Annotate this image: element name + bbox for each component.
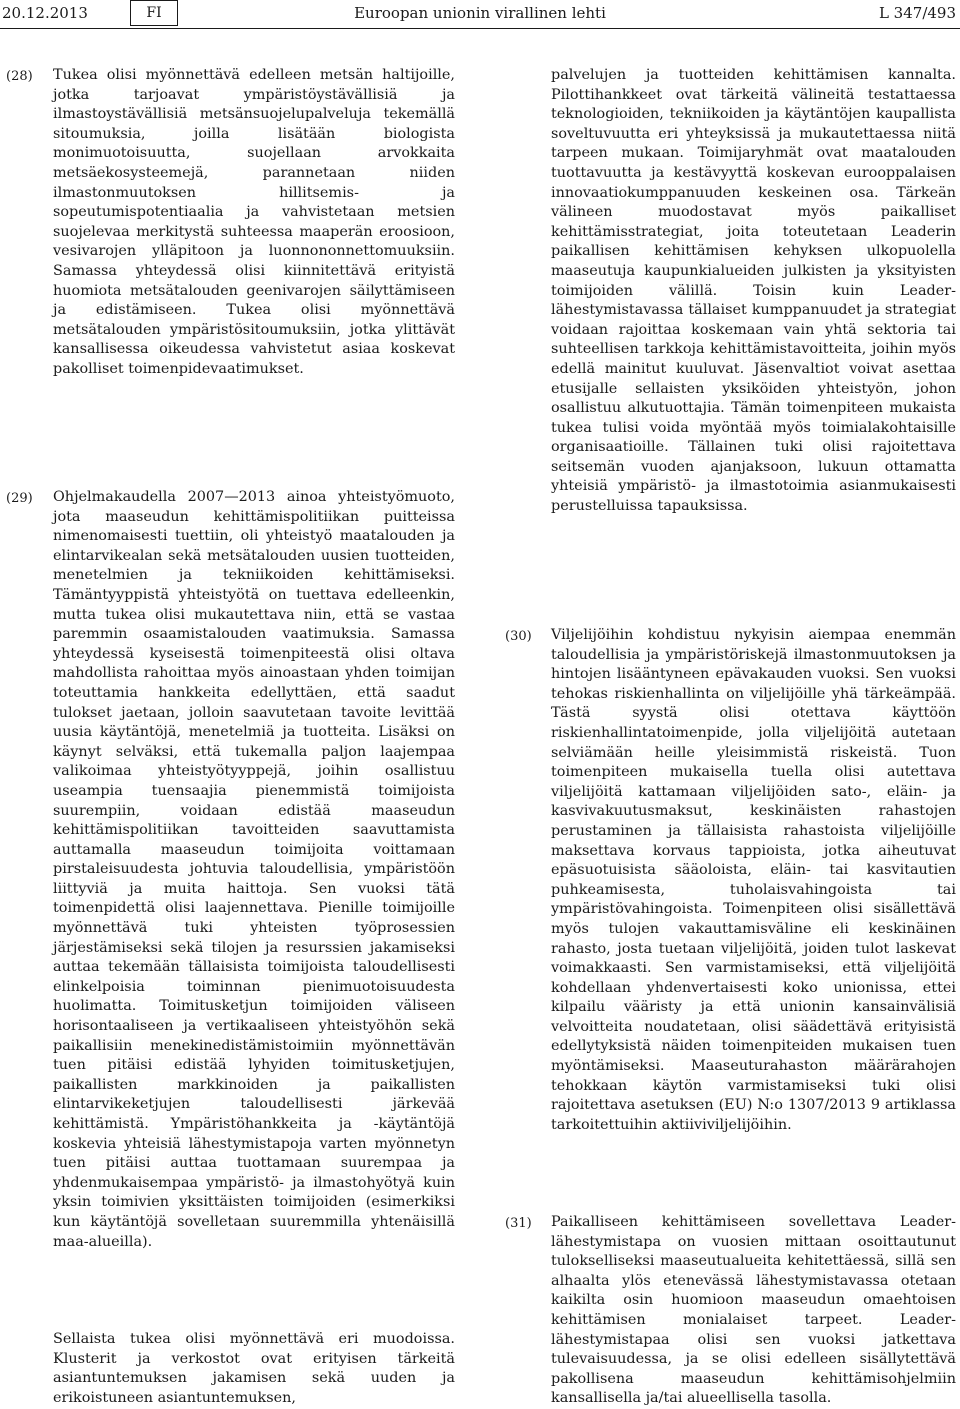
- paragraph-number-29: (29): [6, 491, 33, 506]
- paragraph-29-right-text: palvelujen ja tuotteiden kehittämisen kannalta. Pilottihankkeet ovat tärkeitä välineitä testattaessa teknologioiden, tekniikoiden ja käytäntöjen kaupallista soveltuvuutta eri yhteyksissä ja mukautettaessa niitä tarpeen mukaan. Toimijaryhmät ovat maatalouden tuottavuutta ja kestävyyttä koskevan eurooppalaisen innovaatiokumppanuuden keskeinen osa. Tärkeän välineen muodostavat myös paikalliset kehittämisstrategiat, joita toteutetaan Leaderin paikallisen kehittämisen kehyksen ulkopuolella maaseutuja kaupunkialueiden julkisten ja yksityisten toimijoiden välillä. Toisin kuin Leader-lähestymistavassa tällaiset kumppanuudet ja strategiat voidaan rajoittaa koskemaan vain yhtä sektoria tai suhteellisen tarkkoja kehittämistavoitteita, joihin myös edellä mainitut kuuluvat. Jäsenvaltiot voivat asettaa etusijalle sellaisten yksiköiden yhteistyön, johon osallistuu alkutuottajia. Tämän toimenpiteen mukaista tukea tulisi voida myöntää myös toimialakohtaisille organisaatioille. Tällainen tuki olisi rajoitettava seitsemän vuoden ajanjaksoon, lukuun ottamatta yhteisiä ympäristö- ja ilmastotoimia asianmukaisesti perustelluissa tapauksissa.: [551, 67, 956, 515]
- page-header: [0, 0, 960, 29]
- paragraph-number-28: (28): [6, 69, 33, 84]
- paragraph-29-continuation: Sellaista tukea olisi myönnettävä eri muodoissa. Klusterit ja verkostot ovat erityisen tärkeitä asiantuntemuksen jakamisen sekä uuden ja erikoistuneen asiantuntemuksen,: [53, 1331, 455, 1406]
- language-badge: FI: [130, 0, 178, 26]
- paragraph-29-text: Ohjelmakaudella 2007—2013 ainoa yhteistyömuoto, jota maaseudun kehittämispolitiikan puitteissa nimenomaisesti tuettiin, oli yhteistyö maatalouden ja elintarvikealan sekä metsätalouden uusien tuotteiden, menetelmien ja tekniikoiden kehittämiseksi. Tämäntyyppistä yhteistyötä on tuettava edelleenkin, mutta tukea olisi mukautettava niin, että se vastaa paremmin osaamistalouden vaatimuksia. Samassa yhteydessä kyseisestä toimenpiteestä olisi oltava mahdollista rahoittaa myös ainoastaan yhden toimijan toteuttamia hankkeita edellyttäen, että saadut tulokset jaetaan, jolloin saavutetaan tavoite levittää uusia käytäntöjä, menetelmiä ja tuotteita. Lisäksi on käynyt selväksi, että tukemalla paljon laajempaa valikoimaa yhteistyötyyppejä, joihin osallistuu useampia tuensaajia pienemmistä toimijoista suurempiin, voidaan edistää maaseudun kehittämispolitiikan tavoitteiden saavuttamista auttamalla maaseudun toimijoita voittamaan pirstaleisuudesta johtuvia taloudellisia, ympäristöön liittyviä ja muita haittoja. Sen vuoksi tätä toimenpidettä olisi laajennettava. Pienille toimijoille myönnettävä tuki yhteisten työprosessien järjestämiseksi sekä tilojen ja resurssien jakamiseksi auttaa tekemään tällaisista toimijoista taloudellisesti elinkelpoisia toiminnan pienimuotoisuudesta huolimatta. Toimitusketjun toimijoiden väliseen horisontaaliseen ja vertikaaliseen yhteistyöhön sekä paikallisiin menekinedistämistoimiin myönnettävän tuen pitäisi edistää lyhyiden toimitusketjujen, paikallisten markkinoiden ja paikallisten elintarvikeketjujen taloudellisesti järkevää kehittämistä. Ympäristöhankkeita ja -käytäntöjä koskevia yhteisiä lähestymistapoja varten myönnetyn tuen pitäisi auttaa tuottamaan suurempaa ja yhdenmukaisempaa ympäristö- ja ilmastohyötyä kuin yksin toimivien yksittäisten toimijoiden (esimerkiksi kun käytäntöjä sovelletaan suuremmilla yhtenäisillä maa-alueilla).: [53, 489, 455, 1250]
- page-reference: L 347/493: [878, 4, 956, 22]
- publication-date: 20.12.2013: [2, 4, 88, 22]
- paragraph-number-31: (31): [505, 1216, 532, 1231]
- paragraph-30-text: Viljelijöihin kohdistuu nykyisin aiempaa enemmän taloudellisia ja ympäristöriskejä ilmastonmuutoksen ja hintojen lisääntyneen epävakauden vuoksi. Sen vuoksi tehokas riskienhallinta on viljelijöille yhä tärkeämpää. Tästä syystä olisi otettava käyttöön riskienhallintatoimenpide, jolla viljelijöitä autetaan selviämään heille yleisimmistä riskeistä. Tuon toimenpiteen mukaisella tuella olisi autettava viljelijöitä kattamaan viljelijöiden sato-, eläin- ja kasvivakuutusmaksut, keskinäisten rahastojen perustaminen ja tällaisista rahastoista viljelijöille maksettava korvaus tappioista, jotka aiheutuvat epäsuotuisista sääoloista, eläin- tai kasvitautien puhkeamisesta, tuholaisvahingoista tai ympäristövahingoista. Toimenpiteen olisi sisällettävä myös tulojen vakauttamisväline eli keskinäinen rahasto, josta tuetaan viljelijöitä, joiden tulot laskevat voimakkaasti. Sen varmistamiseksi, että viljelijöitä kohdellaan yhdenvertaisesti koko unionissa, ettei kilpailu vääristy ja että unionin kansainvälisiä velvoitteita noudatetaan, olisi säädettävä erityisistä edellytyksistä näiden toimenpiteiden mukaisen tuen myöntämiseksi. Maaseuturahaston määrärahojen tehokkaan käytön varmistamiseksi tuki olisi rajoitettava asetuksen (EU) N:o 1307/2013 9 artiklassa tarkoitettuihin aktiiviviljelijöihin.: [551, 627, 956, 1133]
- paragraph-31-text: Paikalliseen kehittämiseen sovellettava Leader-lähestymistapa on vuosien mittaan osoittautunut tulokselliseksi maaseutualueita kehitettäessä, sillä sen alhaalta ylös etenevässä lähestymistavassa otetaan kaikilta osin huomioon maaseudun omaehtoisen kehittämisen monialaiset tarpeet. Leader-lähestymistapaa olisi sen vuoksi jatkettava tulevaisuudessa, ja se olisi edelleen sisällytettävä pakollisena maaseudun kehittämisohjelmiin kansallisella ja/tai alueellisella tasolla.: [551, 1214, 956, 1407]
- paragraph-28-text: Tukea olisi myönnettävä edelleen metsän haltijoille, jotka tarjoavat ympäristöystävällisiä ja ilmastoystävällisiä metsänsuojelupalveluja tekemällä sitoumuksia, joilla lisätään biologista monimuotoisuutta, suojellaan arvokkaita metsäekosysteemejä, parannetaan niiden ilmastonmuutoksen hillitsemis- ja sopeutumispotentiaalia ja vahvistetaan metsien suojelevaa merkitystä suhteessa maaperän eroosioon, vesivarojen ylläpitoon ja luonnononnettomuuksiin. Samassa yhteydessä olisi kiinnitettävä erityistä huomiota metsätalouden geenivarojen säilyttämiseen ja edistämiseen. Tukea olisi myönnettävä metsätalouden ympäristösitoumuksiin, jotka ylittävät kansallisessa oikeudessa vahvistetut asiaa koskevat pakolliset toimenpidevaatimukset.: [53, 67, 455, 377]
- paragraph-number-30: (30): [505, 629, 532, 644]
- journal-title: Euroopan unionin virallinen lehti: [354, 4, 606, 22]
